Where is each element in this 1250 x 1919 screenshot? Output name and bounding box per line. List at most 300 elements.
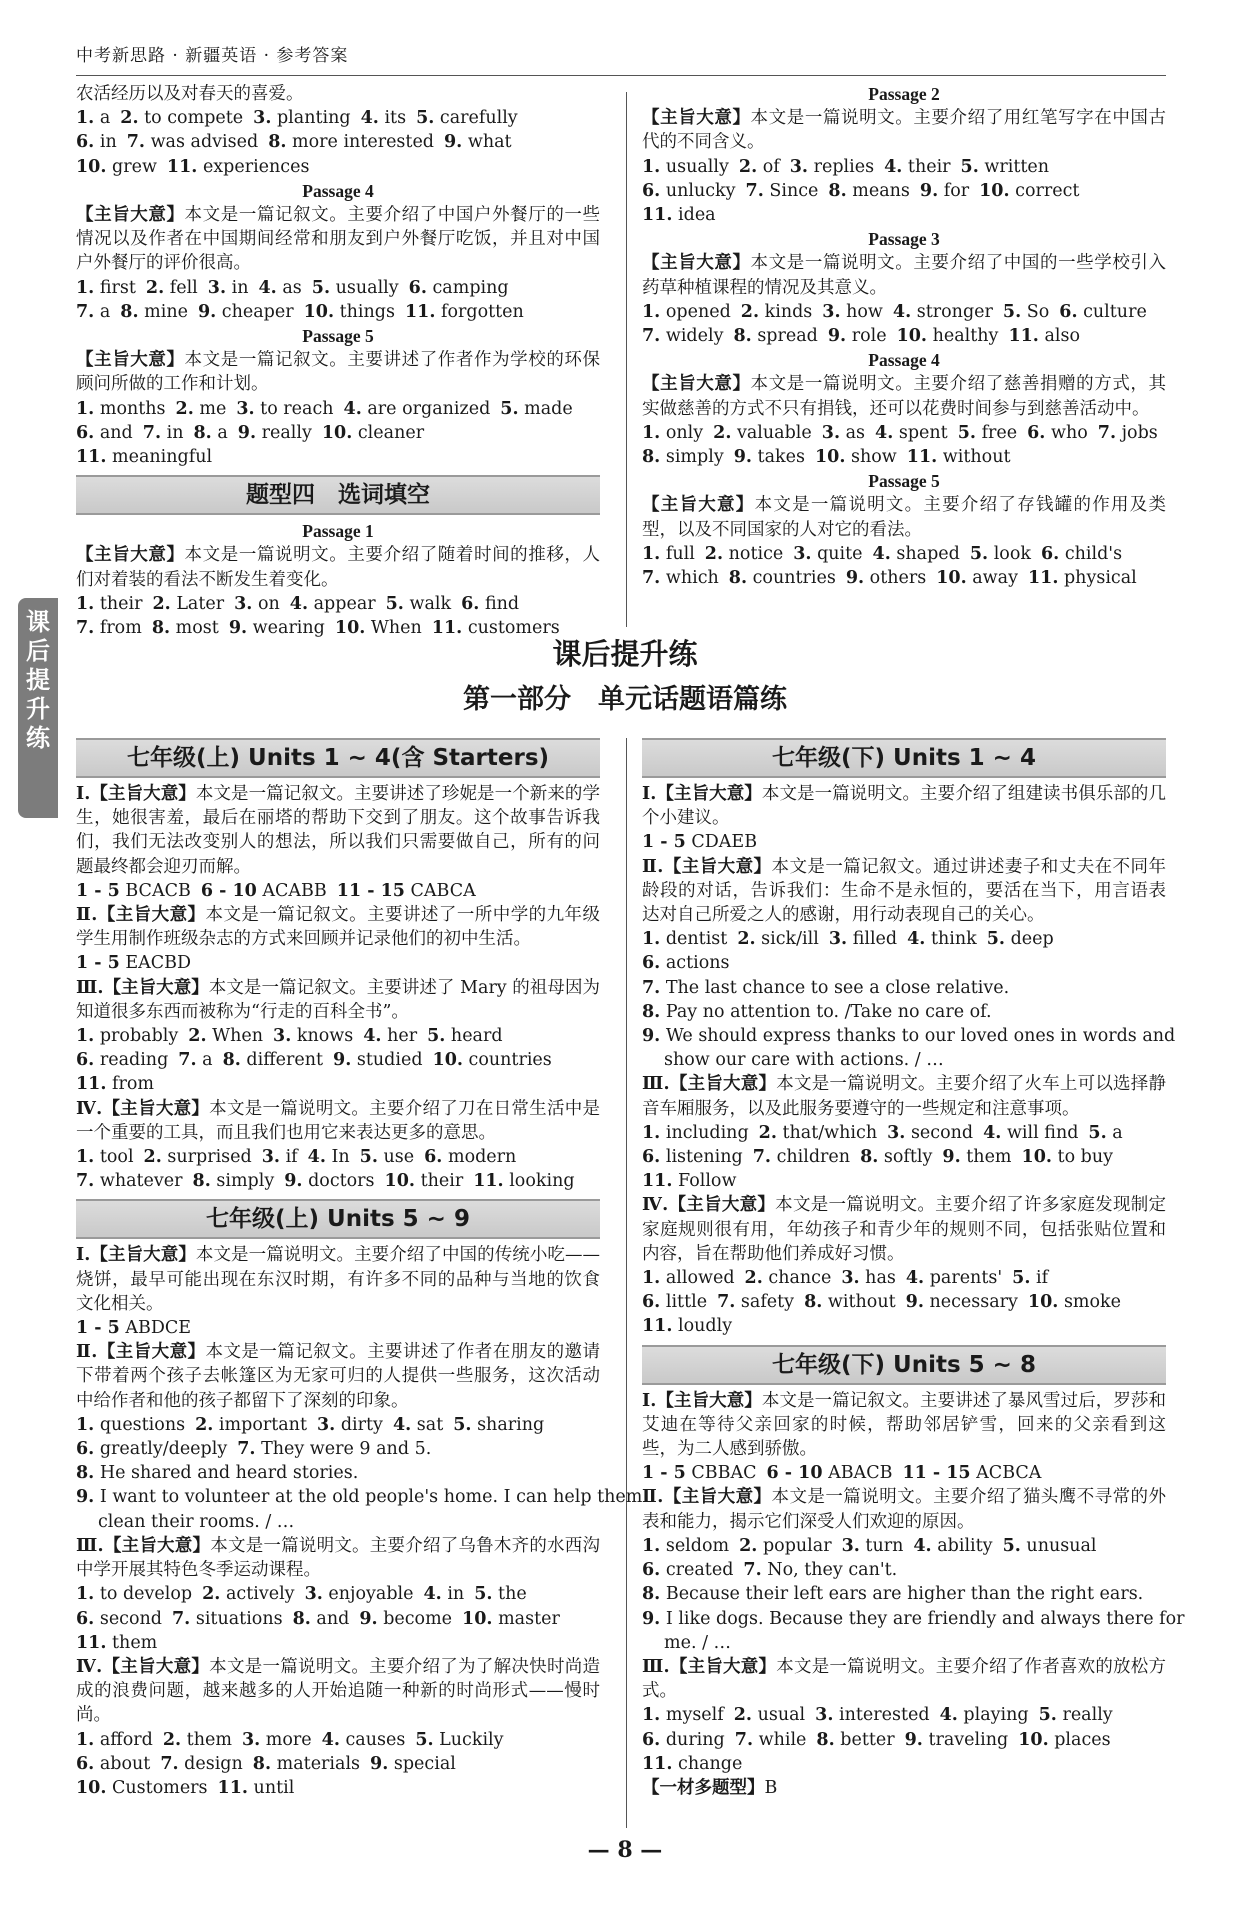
- answer-item: 5. made: [500, 398, 573, 419]
- answer-item: 2. them: [162, 1729, 232, 1750]
- answer-item: 11 - 15 ACBCA: [902, 1463, 1042, 1484]
- answer-item: 6. listening: [642, 1147, 743, 1168]
- summary-paragraph: [76, 782, 600, 879]
- answer-item: 11. experiences: [166, 156, 310, 177]
- answer-item: 3. if: [261, 1147, 298, 1168]
- answer-item: 10. away: [936, 568, 1018, 589]
- side-tab-label: 课后提升练: [26, 608, 50, 752]
- summary-key: Ⅲ.【主旨大意】: [642, 1656, 777, 1677]
- answer-item: 11 - 15 CABCA: [336, 880, 476, 901]
- answer-item: 3. filled: [828, 929, 898, 950]
- answer-item: 5. a: [1088, 1122, 1123, 1143]
- answer-item: 7. children: [752, 1147, 851, 1168]
- answer-row: [76, 951, 600, 975]
- page-number: — 8 —: [587, 1837, 663, 1863]
- answer-row: [642, 203, 1166, 227]
- answer-item: 1 - 5 EACBD: [76, 953, 192, 974]
- answer-item: 7. Since: [745, 180, 819, 201]
- answer-item: 3. planting: [253, 108, 351, 129]
- answer-item: 10. show: [814, 447, 897, 468]
- answer-item: 6 - 10 ABACB: [766, 1463, 893, 1484]
- answer-item: 6. camping: [408, 277, 509, 298]
- answer-item: 6. find: [461, 593, 520, 614]
- summary-key: Ⅰ.【主旨大意】: [642, 784, 762, 804]
- answer-row: [642, 421, 1166, 445]
- answer-item: 3. in: [207, 277, 249, 298]
- answer-item: 9. wearing: [228, 618, 325, 639]
- answer-item: 4. its: [360, 108, 407, 129]
- summary-key: 【主旨大意】: [642, 253, 751, 274]
- answer-item: 6. created: [642, 1560, 734, 1581]
- summary-text: 本文是一篇记叙文。通过讲述妻子和丈夫在不同年龄段的对话，告诉我们：生命不是永恒的，要活在当下，用言语表达对自己所爱之人的感谢，用行动表现自己的关心。: [642, 856, 1167, 926]
- summary-text: 本文是一篇说明文。主要介绍了为了解决快时尚造成的浪费问题，越来越多的人开始追随一种新的时尚形式——慢时尚。: [76, 1656, 600, 1726]
- answer-item: clean their rooms. / …: [98, 1511, 295, 1532]
- answer-item: 8. simply: [642, 447, 724, 468]
- answer-row: [642, 1145, 1166, 1169]
- answer-item: 6. in: [76, 132, 117, 153]
- summary-key: 【主旨大意】: [642, 374, 751, 395]
- column-top-right: [642, 82, 1166, 590]
- answer-item: 2. popular: [739, 1535, 832, 1556]
- answer-item: 5. So: [1002, 301, 1050, 322]
- section-bar: 七年级(上) Units 5 ~ 9: [76, 1199, 600, 1239]
- passage-heading: Passage 1: [302, 521, 374, 542]
- answer-item: 11. until: [217, 1777, 295, 1798]
- answer-item: 4. will find: [983, 1122, 1079, 1143]
- passage-heading: Passage 3: [868, 229, 940, 250]
- answer-item: 8. different: [222, 1050, 324, 1071]
- answer-item: 2. Later: [152, 593, 225, 614]
- answer-item: 10. correct: [979, 180, 1080, 201]
- answer-row: [76, 1631, 600, 1655]
- answer-item: 2. me: [175, 398, 227, 419]
- answer-row: [76, 276, 600, 300]
- answer-item: 4. ability: [913, 1535, 993, 1556]
- answer-item: 3. enjoyable: [304, 1584, 414, 1605]
- answer-item: 7. The last chance to see a close relative.: [642, 977, 1010, 998]
- answer-item: 9. role: [827, 326, 887, 347]
- summary-key: Ⅰ.【主旨大意】: [76, 1245, 196, 1266]
- answer-item: 8. more interested: [268, 132, 434, 153]
- answer-item: 6. and: [76, 422, 133, 443]
- answer-row: [642, 300, 1166, 324]
- summary-text: 本文是一篇说明文。主要介绍了火车上可以选择静音车厢服务，以及此服务要遵守的一些规定和注意事项。: [642, 1074, 1167, 1119]
- answer-item: 9. others: [845, 568, 927, 589]
- passage-heading: Passage 4: [868, 350, 940, 371]
- answer-item: 5. carefully: [416, 108, 518, 129]
- summary-text: B: [764, 1777, 778, 1798]
- summary-text: 本文是一篇记叙文。主要讲述了作者作为学校的环保顾问所做的工作和计划。: [76, 350, 601, 395]
- answer-item: 1. usually: [642, 156, 729, 177]
- answer-item: 8. a: [193, 422, 228, 443]
- answer-item: 4. are organized: [343, 398, 491, 419]
- summary-key: Ⅳ.【主旨大意】: [642, 1195, 776, 1216]
- summary-paragraph: [76, 1655, 600, 1728]
- answer-item: 9. doctors: [284, 1171, 375, 1192]
- answer-row: [76, 130, 600, 154]
- answer-item: 8. countries: [728, 568, 836, 589]
- answer-item: 2. notice: [704, 543, 784, 564]
- answer-item: 4. as: [258, 277, 302, 298]
- answer-item: 1 - 5 ABDCE: [76, 1318, 192, 1339]
- summary-paragraph: [76, 1534, 600, 1582]
- answer-item: 9. studied: [333, 1050, 423, 1071]
- summary-paragraph: [76, 348, 600, 396]
- answer-item: 6. second: [76, 1608, 162, 1629]
- answer-item: 7. a: [178, 1050, 213, 1071]
- answer-row: [642, 1290, 1166, 1314]
- answer-item: 4. in: [423, 1584, 465, 1605]
- answer-item: 7. situations: [172, 1608, 283, 1629]
- answer-item: 3. interested: [815, 1705, 930, 1726]
- summary-paragraph: [642, 1655, 1166, 1703]
- answer-item: 4. stronger: [892, 301, 993, 322]
- answer-row: [76, 1510, 600, 1534]
- answer-row: [642, 324, 1166, 348]
- summary-key: 【一材多题型】: [642, 1777, 765, 1798]
- answer-item: 2. sick/ill: [737, 929, 819, 950]
- answer-item: 8. spread: [733, 326, 818, 347]
- summary-text: 本文是一篇记叙文。主要讲述了珍妮是一个新来的学生，她很害羞，最后在丽塔的帮助下交到了朋友。这个故事告诉我们，我们无法改变别人的想法，所以我们只需要做自己，所有的问题最终都会迎刃而解。: [76, 784, 601, 877]
- answer-row: [642, 179, 1166, 203]
- answer-item: 5. look: [969, 543, 1031, 564]
- answer-item: 7. design: [160, 1753, 243, 1774]
- summary-text: 本文是一篇说明文。主要介绍了随着时间的推移，人们对着装的看法不断发生着变化。: [76, 545, 601, 590]
- answer-item: 11. without: [906, 447, 1011, 468]
- answer-item: 11. from: [76, 1074, 154, 1095]
- answer-item: 4. appear: [289, 593, 376, 614]
- answer-item: 11. them: [76, 1632, 158, 1653]
- answer-row: [642, 1631, 1166, 1655]
- summary-key: 【主旨大意】: [76, 545, 185, 566]
- answer-item: 4. spent: [875, 422, 948, 443]
- answer-item: 3. more: [241, 1729, 312, 1750]
- answer-item: 6. during: [642, 1729, 725, 1750]
- answer-item: 6. about: [76, 1753, 151, 1774]
- summary-key: Ⅱ.【主旨大意】: [642, 856, 772, 877]
- answer-item: 10. their: [384, 1171, 464, 1192]
- answer-item: 5. walk: [385, 593, 452, 614]
- answer-row: [76, 397, 600, 421]
- answer-item: 6. little: [642, 1292, 708, 1313]
- answer-item: 8. materials: [252, 1753, 361, 1774]
- summary-key: Ⅱ.【主旨大意】: [642, 1487, 772, 1508]
- answer-item: 6. who: [1027, 422, 1088, 443]
- answer-item: 1. afford: [76, 1729, 153, 1750]
- answer-item: 9. really: [237, 422, 312, 443]
- answer-row: [642, 1703, 1166, 1727]
- answer-item: 4. shaped: [872, 543, 960, 564]
- answer-item: 10. cleaner: [321, 422, 425, 443]
- section-bar: 七年级(上) Units 1 ~ 4(含 Starters): [76, 738, 600, 778]
- answer-item: 1. first: [76, 277, 136, 298]
- answer-item: 5. unusual: [1002, 1535, 1097, 1556]
- answer-item: 2. important: [195, 1414, 307, 1435]
- answer-item: 10. places: [1018, 1729, 1111, 1750]
- answer-item: 7. No, they can't.: [743, 1560, 898, 1581]
- summary-paragraph: [76, 976, 600, 1024]
- summary-text: 本文是一篇说明文。主要介绍了中国的传统小吃——烧饼，最早可能出现在东汉时期，有许多不同的品种与当地的饮食文化相关。: [76, 1245, 600, 1314]
- answer-item: 6. actions: [642, 953, 730, 974]
- answer-row: [76, 1024, 600, 1048]
- answer-item: show our care with actions. / …: [664, 1050, 944, 1071]
- answer-item: 9. traveling: [904, 1729, 1009, 1750]
- summary-text: 本文是一篇记叙文。主要讲述了一所中学的九年级学生用制作班级杂志的方式来回顾并记录他们的初中生活。: [76, 905, 601, 950]
- summary-key: 【主旨大意】: [642, 495, 755, 516]
- summary-paragraph: [642, 251, 1166, 299]
- answer-row: [76, 1316, 600, 1340]
- answer-item: 8. mine: [120, 301, 188, 322]
- answer-item: 8. Pay no attention to. /Take no care of.: [642, 1001, 992, 1022]
- summary-paragraph: [76, 203, 600, 276]
- summary-paragraph: [76, 903, 600, 951]
- answer-item: 4. parents': [905, 1268, 1003, 1289]
- answer-item: 9. We should express thanks to our loved ones in words and: [642, 1026, 1176, 1047]
- answer-row: [76, 1072, 600, 1096]
- summary-text: 本文是一篇记叙文。主要讲述了 Mary 的祖母因为知道很多东西而被称为“行走的百科全书”。: [76, 977, 600, 1022]
- summary-key: Ⅱ.【主旨大意】: [76, 1342, 206, 1363]
- summary-text: 本文是一篇说明文。主要介绍了存钱罐的作用及类型，以及不同国家的人对它的看法。: [642, 495, 1167, 540]
- answer-item: 11. loudly: [642, 1316, 733, 1337]
- answer-item: 1. full: [642, 543, 695, 564]
- answer-row: [642, 566, 1166, 590]
- summary-paragraph: [642, 372, 1166, 420]
- answer-item: 8. without: [804, 1292, 896, 1313]
- answer-item: 3. how: [822, 301, 883, 322]
- answer-item: 3. dirty: [317, 1414, 383, 1435]
- summary-key: Ⅳ.【主旨大意】: [76, 1656, 210, 1677]
- answer-row: [642, 1728, 1166, 1752]
- summary-key: 【主旨大意】: [642, 108, 751, 129]
- summary-key: Ⅲ.【主旨大意】: [76, 1535, 211, 1556]
- answer-row: [642, 976, 1166, 1000]
- summary-paragraph: [642, 106, 1166, 154]
- answer-row: [642, 1752, 1166, 1776]
- summary-paragraph: [642, 1389, 1166, 1462]
- answer-item: 7. which: [642, 568, 719, 589]
- answer-row: [642, 927, 1166, 951]
- answer-item: 3. on: [234, 593, 280, 614]
- header-rule: [76, 75, 1166, 76]
- answer-item: 2. of: [738, 156, 780, 177]
- summary-paragraph: [642, 1072, 1166, 1120]
- answer-item: 4. their: [884, 156, 951, 177]
- summary-key: Ⅰ.【主旨大意】: [76, 784, 196, 804]
- answer-row: [642, 830, 1166, 854]
- answer-item: 10. countries: [432, 1050, 552, 1071]
- answer-item: 6. greatly/deeply: [76, 1439, 228, 1460]
- answer-item: 1. questions: [76, 1414, 186, 1435]
- answer-item: 10. When: [334, 618, 422, 639]
- answer-item: 1 - 5 CDAEB: [642, 832, 758, 853]
- summary-paragraph: [642, 493, 1166, 541]
- answer-row: [642, 1314, 1166, 1338]
- answer-item: 3. as: [821, 422, 866, 443]
- answer-row: [76, 1461, 600, 1485]
- answer-row: [642, 1000, 1166, 1024]
- answer-item: 9. special: [370, 1753, 456, 1774]
- answer-item: 5. written: [960, 156, 1050, 177]
- summary-key: Ⅲ.【主旨大意】: [642, 1074, 777, 1095]
- answer-item: 5. Luckily: [415, 1729, 504, 1750]
- answer-item: 6 - 10 ACABB: [200, 880, 327, 901]
- answer-item: 7. whatever: [76, 1171, 183, 1192]
- answer-row: [642, 1461, 1166, 1485]
- answer-item: 7. was advised: [126, 132, 259, 153]
- answer-row: [76, 1169, 600, 1193]
- summary-paragraph: [642, 1485, 1166, 1533]
- answer-row: [76, 1776, 600, 1800]
- answer-item: 2. fell: [145, 277, 198, 298]
- answer-item: 11. customers: [431, 618, 560, 639]
- answer-item: 3. turn: [841, 1535, 904, 1556]
- answer-item: 5. deep: [986, 929, 1054, 950]
- answer-row: [76, 421, 600, 445]
- answer-item: 1. only: [642, 422, 704, 443]
- answer-item: 10. smoke: [1027, 1292, 1122, 1313]
- answer-row: [76, 879, 600, 903]
- answer-item: 1. including: [642, 1122, 749, 1143]
- answer-row: [76, 1437, 600, 1461]
- section-bar: 题型四 选词填空: [76, 475, 600, 515]
- answer-item: 1. probably: [76, 1026, 179, 1047]
- answer-item: 7. a: [76, 301, 111, 322]
- answer-item: 7. safety: [717, 1292, 795, 1313]
- answer-item: 1. dentist: [642, 929, 728, 950]
- column-divider-top: [626, 92, 627, 627]
- answer-item: 11. idea: [642, 205, 716, 226]
- answer-item: 1. their: [76, 593, 143, 614]
- answer-item: 3. second: [887, 1122, 974, 1143]
- answer-item: 5. use: [359, 1147, 415, 1168]
- answer-item: 1. opened: [642, 301, 731, 322]
- summary-text: 本文是一篇记叙文。主要讲述了暴风雪过后，罗莎和艾迪在等待父亲回家的时候，帮助邻居铲雪，回来的父亲看到这些，为二人感到骄傲。: [642, 1390, 1167, 1460]
- summary-key: Ⅱ.【主旨大意】: [76, 905, 206, 926]
- answer-item: 1. tool: [76, 1147, 134, 1168]
- summary-key: 【主旨大意】: [76, 350, 185, 371]
- summary-text: 本文是一篇记叙文。主要讲述了作者在朋友的邀请下带着两个孩子去帐篷区为无家可归的人提供一些服务，这次活动中给作者和他的孩子都留下了深刻的印象。: [76, 1342, 601, 1411]
- answer-item: 5. if: [1012, 1268, 1049, 1289]
- answer-item: 11. Follow: [642, 1171, 737, 1192]
- answer-item: 1. months: [76, 398, 166, 419]
- answer-row: [642, 1266, 1166, 1290]
- answer-item: 10. things: [303, 301, 395, 322]
- answer-row: [642, 1607, 1185, 1631]
- answer-item: 8. He shared and heard stories.: [76, 1463, 359, 1484]
- answer-row: [642, 542, 1166, 566]
- answer-item: 3. has: [841, 1268, 896, 1289]
- answer-item: 2. When: [188, 1026, 264, 1047]
- answer-item: 1. seldom: [642, 1535, 730, 1556]
- summary-key: Ⅲ.【主旨大意】: [76, 977, 209, 998]
- answer-row: [76, 1752, 600, 1776]
- answer-item: 1. myself: [642, 1705, 724, 1726]
- part-title: 第一部分 单元话题语篇练: [463, 684, 787, 715]
- answer-row: [642, 1534, 1166, 1558]
- answer-item: 9. cheaper: [197, 301, 294, 322]
- answer-item: 4. In: [307, 1147, 350, 1168]
- answer-item: 5. really: [1038, 1705, 1113, 1726]
- answer-item: 7. from: [76, 618, 142, 639]
- answer-item: 11. change: [642, 1753, 743, 1774]
- summary-paragraph: [76, 1097, 600, 1145]
- summary-key: Ⅳ.【主旨大意】: [76, 1098, 210, 1119]
- answer-item: me. / …: [664, 1632, 732, 1653]
- passage-heading: Passage 5: [302, 326, 374, 347]
- answer-item: 11. looking: [473, 1171, 575, 1192]
- answer-row: [76, 1607, 600, 1631]
- answer-item: 9. what: [444, 132, 512, 153]
- answer-item: 5. free: [957, 422, 1018, 443]
- summary-text: 本文是一篇说明文。主要介绍了许多家庭发现制定家庭规则很有用，年幼孩子和青少年的规则不同，包括张贴位置和内容，旨在帮助他们养成好习惯。: [642, 1195, 1166, 1264]
- answer-item: 6. reading: [76, 1050, 169, 1071]
- answer-row: [76, 1413, 600, 1437]
- answer-row: [642, 951, 1166, 975]
- answer-item: 7. jobs: [1097, 422, 1158, 443]
- summary-paragraph: [76, 1243, 600, 1316]
- answer-item: 7. widely: [642, 326, 724, 347]
- column-divider-bottom: [626, 738, 627, 1828]
- answer-item: 7. They were 9 and 5.: [237, 1439, 432, 1460]
- answer-item: 5. heard: [427, 1026, 503, 1047]
- answer-row: [642, 445, 1166, 469]
- column-bottom-left: [76, 732, 643, 1800]
- answer-item: 10. healthy: [896, 326, 999, 347]
- answer-item: 10. master: [462, 1608, 560, 1629]
- answer-row: [76, 1145, 600, 1169]
- summary-text: 本文是一篇说明文。主要介绍了慈善捐赠的方式，其实做慈善的方式不只有捐钱，还可以花费时间参与到慈善活动中。: [642, 374, 1167, 419]
- answer-item: 2. valuable: [713, 422, 812, 443]
- answer-item: 4. think: [907, 929, 977, 950]
- answer-item: 6. modern: [424, 1147, 517, 1168]
- summary-text: 本文是一篇说明文。主要介绍了乌鲁木齐的水西沟中学开展其特色冬季运动课程。: [76, 1535, 601, 1581]
- answer-item: 3. replies: [789, 156, 875, 177]
- answer-item: 2. usual: [733, 1705, 806, 1726]
- answer-item: 9. I want to volunteer at the old people's home. I can help them: [76, 1487, 643, 1508]
- answer-item: 7. while: [734, 1729, 807, 1750]
- answer-item: 3. quite: [793, 543, 863, 564]
- answer-item: 1. allowed: [642, 1268, 735, 1289]
- passage-heading: Passage 2: [868, 84, 940, 104]
- answer-item: 2. chance: [744, 1268, 832, 1289]
- answer-item: 1. to develop: [76, 1584, 193, 1605]
- summary-paragraph: [642, 782, 1166, 830]
- answer-row: [642, 1169, 1166, 1193]
- answer-item: 8. better: [816, 1729, 895, 1750]
- answer-row: [642, 1558, 1166, 1582]
- summary-text: 本文是一篇说明文。主要介绍了猫头鹰不寻常的外表和能力，揭示它们深受人们欢迎的原因。: [642, 1487, 1167, 1532]
- answer-item: 8. Because their left ears are higher than the right ears.: [642, 1584, 1144, 1605]
- summary-text: 本文是一篇说明文。主要介绍了中国的一些学校引入药草种植课程的情况及其意义。: [642, 253, 1167, 298]
- answer-item: 5. sharing: [453, 1414, 545, 1435]
- answer-item: 8. means: [828, 180, 910, 201]
- answer-item: 11. also: [1008, 326, 1081, 347]
- answer-item: 4. sat: [392, 1414, 444, 1435]
- answer-row: [76, 592, 600, 616]
- answer-item: 5. usually: [311, 277, 399, 298]
- summary-text: 本文是一篇说明文。主要介绍了用红笔写字在中国古代的不同含义。: [642, 108, 1167, 153]
- answer-row: [76, 1048, 600, 1072]
- answer-item: 2. actively: [202, 1584, 295, 1605]
- answer-row: [76, 445, 600, 469]
- answer-item: 9. takes: [733, 447, 805, 468]
- summary-text: 本文是一篇说明文。主要介绍了作者喜欢的放松方式。: [642, 1656, 1167, 1702]
- answer-item: 7. in: [142, 422, 184, 443]
- key-line: [642, 1776, 1166, 1800]
- answer-item: 2. to compete: [120, 108, 244, 129]
- section-bar: 七年级(下) Units 5 ~ 8: [642, 1345, 1166, 1385]
- answer-row: [76, 1485, 643, 1509]
